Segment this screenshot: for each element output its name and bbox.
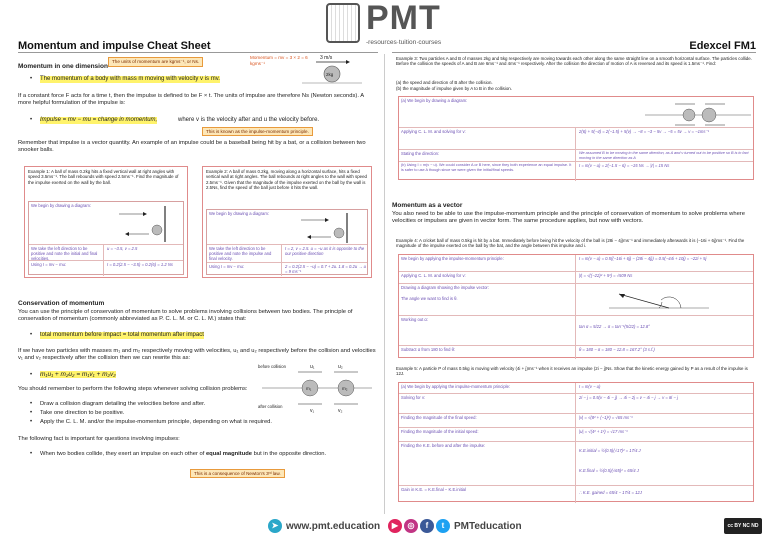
v1-label: v₁ (310, 408, 315, 414)
example-2-row (207, 244, 367, 262)
collision-diagram (258, 362, 376, 414)
ball-diagram (302, 52, 362, 84)
bullet-dot-icon: • (30, 76, 33, 82)
example-3-working: I = m(v − u) = 2(−1.5 − 6) = −15 Ns → |I| = 15 Ns (579, 163, 670, 168)
velocity-in-arrowhead (143, 212, 147, 216)
ball-1 (152, 225, 162, 235)
example-4-row (399, 283, 753, 315)
impulse-arrowhead (619, 294, 625, 298)
example-5-row (399, 485, 753, 503)
example-3-part-b: (b) the magnitude of impulse given by A to B in the collision. (396, 86, 512, 91)
cell-divider (575, 162, 576, 181)
bullet-dot-icon: • (30, 332, 33, 338)
impulse-vector-paragraph: Remember that impulse is a vector quantity. An example of an impulse could be a baseball being hit by a bat, or a collision between two snooker balls. (18, 140, 366, 154)
example-3-working: We assumed B to be moving in the same direction, as A and v turned out to be positive so B is in fact moving in the same direction as A (579, 151, 749, 160)
bullet-dot-icon: • (30, 372, 33, 378)
example-4-step: Drawing a diagram showing the impulse vector: (401, 285, 489, 290)
impulse-formula: Impulse = mv − mu = change in momentum, (40, 117, 158, 123)
cell-divider (281, 245, 282, 262)
example-3-step: Stating the direction: (401, 151, 440, 156)
example-1-question: Example 1: A ball of mass 0.2kg hits a fixed vertical wall at right angles with speed 3.5ms⁻¹. The ball rebounds with speed 2.5ms⁻¹. Find the magnitude of the impulse exerted on the wall by the ball. (28, 169, 179, 185)
example-5-working: |v| = √(8² + (−1)²) = √65 ms⁻¹ (579, 415, 633, 420)
bullet-dot-icon: • (30, 419, 33, 425)
example-5-row (399, 441, 753, 485)
example-5-step: Finding the K.E. before and after the impulse: (401, 443, 486, 448)
example-1-row (29, 260, 183, 276)
newton-fact-c: but in the opposite direction. (252, 451, 327, 457)
cell-divider (575, 394, 576, 413)
example-3-table (398, 96, 754, 180)
example-2-question: Example 2: A ball of mass 0.2kg, moving along a horizontal surface, hits a fixed vertical wall at right angles. The ball rebounds at right angles to the wall with speed 2.5ms⁻¹. Given that the magnitude of the impulse exerted on the ball by the wall is 2.5Ns, find the speed of the ball just before it hits the wall. (206, 169, 367, 191)
example-2-step: We take the left direction to be positive and note the impulse and final velocity. (209, 246, 272, 262)
example-4-step-note: The angle we want to find is θ. (401, 296, 458, 301)
example-4-working: I = m(v − u) = 0.5((−16i + 6j) − (28i − 4j)) = 0.5(−44i + 10j) = −22i + 5j (579, 256, 707, 261)
example-4-row (399, 271, 753, 283)
example-4-row (399, 345, 753, 359)
wall-diagram-1 (99, 206, 179, 242)
example-4-row (399, 255, 753, 271)
example-5-row (399, 393, 753, 413)
bullet-dot-icon: • (30, 451, 33, 457)
youtube-icon[interactable]: ▶ (388, 519, 402, 533)
impulse-vector (619, 294, 669, 308)
bullet-dot-icon: • (30, 117, 33, 123)
example-4-question: Example 4: A cricket ball of mass 0.5kg is hit by a bat. Immediately before being hit the velocity of the ball is (28i − 4j)ms⁻¹ and immediately afterwards it is (−16i + 6j)ms⁻¹. Find the magnitude of the impulse exerted on the ball by the bat, and the angle between this impulse and i. (396, 238, 745, 249)
example-5-step: (a) We begin by applying the impulse-momentum principle: (401, 384, 511, 389)
example-1-step: Using I = mv − mu: (31, 262, 67, 267)
example-5-working: I = m(v − u) (579, 384, 601, 389)
example-1-step: We begin by drawing a diagram: (31, 203, 91, 208)
clm-equation: m₁u₁ + m₂u₂ = m₁v₁ + m₂v₂ (40, 371, 116, 378)
cc-license-badge: cc BY NC ND (724, 518, 762, 534)
cell-divider (575, 442, 576, 485)
example-4-step: Working out α: (401, 317, 429, 322)
logo-text: PMT (366, 0, 441, 37)
velocity-out-arrowhead (307, 235, 311, 239)
logo-tagline: -resources·tuition·courses (366, 39, 442, 46)
cell-divider (575, 414, 576, 427)
cell-divider (103, 261, 104, 276)
footer-social-handle[interactable]: PMTeducation (454, 521, 522, 532)
cell-divider (575, 428, 576, 441)
example-3-step: (b) Using I = m(v − u). We could consider A or B here, since they both experience an equal impulse. It is safer to use A though since we were given the initial/final speeds. (401, 163, 572, 172)
example-5-step: Finding the magnitude of the initial speed: (401, 429, 479, 434)
step-item: Take one direction to be positive. (40, 410, 125, 416)
example-4-working: |I| = √((−22)² + 5²) = √509 Ns (579, 273, 633, 278)
example-3-row (399, 149, 753, 161)
particle-a (683, 109, 695, 121)
cell-divider (575, 128, 576, 149)
example-4-working: tan α = 5/22 → α = tan⁻¹(5/22) = 12.8° (579, 324, 650, 329)
momentum-example-formula: Momentum = mv = 3 × 2 = 6 kgms⁻¹ (250, 55, 308, 66)
example-2-table (206, 209, 368, 275)
example-5-box (396, 366, 756, 502)
logo-mark-icon (326, 3, 360, 43)
example-1-box (24, 166, 188, 278)
twitter-icon[interactable]: t (436, 519, 450, 533)
footer-url[interactable]: www.pmt.education (286, 521, 381, 532)
newton-note: This is a consequence of Newton's 3ʳᵈ law. (190, 469, 285, 478)
ball-arrowhead (346, 60, 350, 64)
example-2-working: 2 = 0.2(2.5 − −u) = 0.7 + 2u. 1.8 = 0.2u → u = 9 ms⁻¹ (285, 264, 367, 275)
example-4-box (396, 238, 756, 358)
cursor-icon: ➤ (268, 519, 282, 533)
example-4-table (398, 254, 754, 358)
u1-label: u₁ (310, 364, 315, 370)
newton-fact-a: When two bodies collide, they exert an impulse on each other of (40, 451, 206, 457)
collision-diagram-ex3 (645, 99, 751, 127)
cell-divider (575, 284, 576, 315)
wall-diagram-2 (281, 213, 361, 243)
example-5-step: Solving for v: (401, 395, 426, 400)
cell-divider (575, 346, 576, 359)
example-1-table (28, 201, 184, 275)
example-3-step: Applying C. L. M. and solving for v: (401, 129, 466, 134)
example-3-step: (a) We begin by drawing a diagram: (401, 98, 468, 103)
instagram-icon[interactable]: ◎ (404, 519, 418, 533)
cell-divider (575, 255, 576, 271)
example-5-row (399, 427, 753, 441)
example-1-working: u = −3.5, v = 2.5 (107, 246, 138, 251)
example-5-step: Gain in K.E. = K.E.final − K.E.initial (401, 487, 466, 492)
two-particle-paragraph: If we have two particles with masses m₁ and m₂ respectively moving with velocities, u₁ and u₂ respectively before the collision and velocities v₁ and v₂ respectively after the collision then we can rewrite this as: (18, 348, 376, 362)
section-vector-heading: Momentum as a vector (392, 202, 463, 209)
velocity-out-arrowhead (125, 232, 129, 236)
facebook-icon[interactable]: f (420, 519, 434, 533)
particle-b (702, 108, 716, 122)
impulse-vector-diagram (599, 286, 719, 314)
example-3-row (399, 127, 753, 149)
pmt-logo (326, 0, 446, 49)
example-4-step: We begin by applying the impulse-momentum principle: (401, 256, 504, 261)
section-momentum-heading: Momentum in one dimension (18, 63, 108, 70)
example-1-row (29, 202, 183, 244)
example-3-row (399, 161, 753, 181)
conservation-paragraph: You can use the principle of conservation of momentum to solve problems involving collisions between two bodies. The principle of conservation of momentum (commonly abbreviated as P. C. L. M. or C. L. M.) states that: (18, 309, 353, 323)
example-4-step: Applying C. L. M. and solving for v: (401, 273, 466, 278)
example-2-box (202, 166, 372, 278)
example-3-row (399, 97, 753, 127)
cell-divider (575, 383, 576, 393)
example-5-working: ∴ K.E. gained = 65/4 − 17/4 = 12J (579, 490, 642, 495)
conservation-statement: total momentum before impact = total momentum after impact (40, 332, 204, 338)
cell-divider (575, 316, 576, 345)
units-note: The units of momentum are kgms⁻¹, or Ns. (108, 57, 203, 67)
impulse-fact-intro: The following fact is important for questions involving impulses: (18, 436, 180, 442)
bullet-dot-icon: • (30, 401, 33, 407)
cell-divider (575, 272, 576, 283)
m2-label: m₂ (342, 386, 348, 391)
steps-intro: You should remember to perform the following steps whenever solving collision problems: (18, 386, 248, 392)
example-2-step: Using I = mv − mu: (209, 264, 245, 269)
example-1-working: I = 0.2(2.5 − −3.5) = 0.2(6) = 1.2 Ns (107, 262, 173, 267)
bullet-dot-icon: • (30, 410, 33, 416)
example-5-row (399, 413, 753, 427)
example-2-row (207, 210, 367, 244)
vector-paragraph: You also need to be able to use the impulse-momentum principle and the principle of conservation of momentum to solve problems where velocities or impulses are given in vector form. The same procedure applies, but now with vectors. (392, 211, 745, 225)
example-3-working: 2(6) + 5(−4) = 2(−1.5) + 5(v) → −8 = −3 − 5v → −5 = 5v → v = −1ms⁻¹ (579, 129, 710, 134)
after-label: after collision (258, 404, 283, 409)
example-5-question: Example 5: A particle P of mass 0.5kg is moving with velocity (4i + j)ms⁻¹ when it receives an impulse (2i − j)Ns. Show that the kinetic energy gained by P as a result of the impulse is 12J. (396, 366, 748, 377)
example-1-row (29, 244, 183, 260)
impulse-formula-tail: where v is the velocity after and u the velocity before. (178, 117, 320, 123)
example-5-step: Finding the magnitude of the final speed: (401, 415, 477, 420)
impulse-paragraph: If a constant force F acts for a time t, then the impulse is defined to be F × t. The units of impulse are therefore Ns (Newton seconds). A more helpful formulation of the impulse is: (18, 93, 364, 107)
example-3-part-a: (a) the speed and direction of B after the collision. (396, 80, 493, 85)
impulse-momentum-note: This is known as the impulse-momentum principle. (202, 127, 313, 136)
example-4-step: Subtract α from 180 to find θ: (401, 347, 456, 352)
page-title: Momentum and impulse Cheat Sheet (18, 40, 211, 52)
exam-board: Edexcel FM1 (689, 40, 756, 52)
newton-fact (40, 451, 326, 458)
example-2-working: I = 2, v = 2.5. u = −u as it is opposite to the our positive direction (285, 246, 365, 257)
example-3-box (396, 56, 756, 180)
ball-2 (334, 228, 344, 238)
cell-divider (575, 150, 576, 161)
momentum-definition: The momentum of a body with mass m moving with velocity v is mv. (40, 76, 220, 82)
example-3-question: Example 3: Two particles A and B of masses 2kg and 5kg respectively are moving towards each other along the same straight line on a smooth horizontal surface. The particles collide. Before the collision the speeds of A and B are 6ms⁻¹ and 4ms⁻¹ respectively. After the collision the direction of motion of A is reversed and its speed is 1.5ms⁻¹. Find: (396, 56, 752, 67)
example-5-table (398, 382, 754, 502)
example-4-working: θ = 180 − α = 180 − 12.8 = 167.2° (3 s.f.) (579, 347, 655, 352)
v2-label: v₂ (338, 408, 343, 414)
step-item: Draw a collision diagram detailing the velocities before and after. (40, 401, 206, 407)
example-5-working: |u| = √(4² + 1²) = √17 ms⁻¹ (579, 429, 628, 434)
example-1-step: We take the left direction to be positive and note the initial and final velocities. (31, 246, 98, 262)
newton-fact-bold: equal magnitude (205, 451, 253, 457)
example-5-working: K.E.final = ½(0.5)(√65)² = 65/4 J (579, 468, 639, 473)
cell-divider (575, 486, 576, 503)
before-label: before collision (258, 364, 286, 369)
example-5-row (399, 383, 753, 393)
example-2-row (207, 262, 367, 276)
example-5-working: 2i − j = 0.5(v − 4i − j) → 4i − 2j = v − 4i − j → v = 8i − j (579, 395, 678, 400)
example-4-row (399, 315, 753, 345)
example-5-working: K.E.initial = ½(0.5)(√17)² = 17/4 J (579, 448, 641, 453)
ball-mass-label: 2kg (326, 72, 334, 77)
cell-divider (281, 263, 282, 276)
title-rule-right (392, 52, 756, 53)
step-item: Apply the C. L. M. and/or the impulse-momentum principle, depending on what is required. (40, 419, 272, 425)
m1-label: m₁ (306, 386, 312, 391)
example-2-step: We begin by drawing a diagram: (209, 211, 269, 216)
u2-label: u₂ (338, 364, 343, 370)
ball-speed-label: 3 m/s (320, 55, 333, 61)
velocity-in-arrowhead (325, 218, 329, 222)
column-divider (384, 54, 385, 514)
section-conservation-heading: Conservation of momentum (18, 300, 105, 307)
cell-divider (103, 245, 104, 260)
